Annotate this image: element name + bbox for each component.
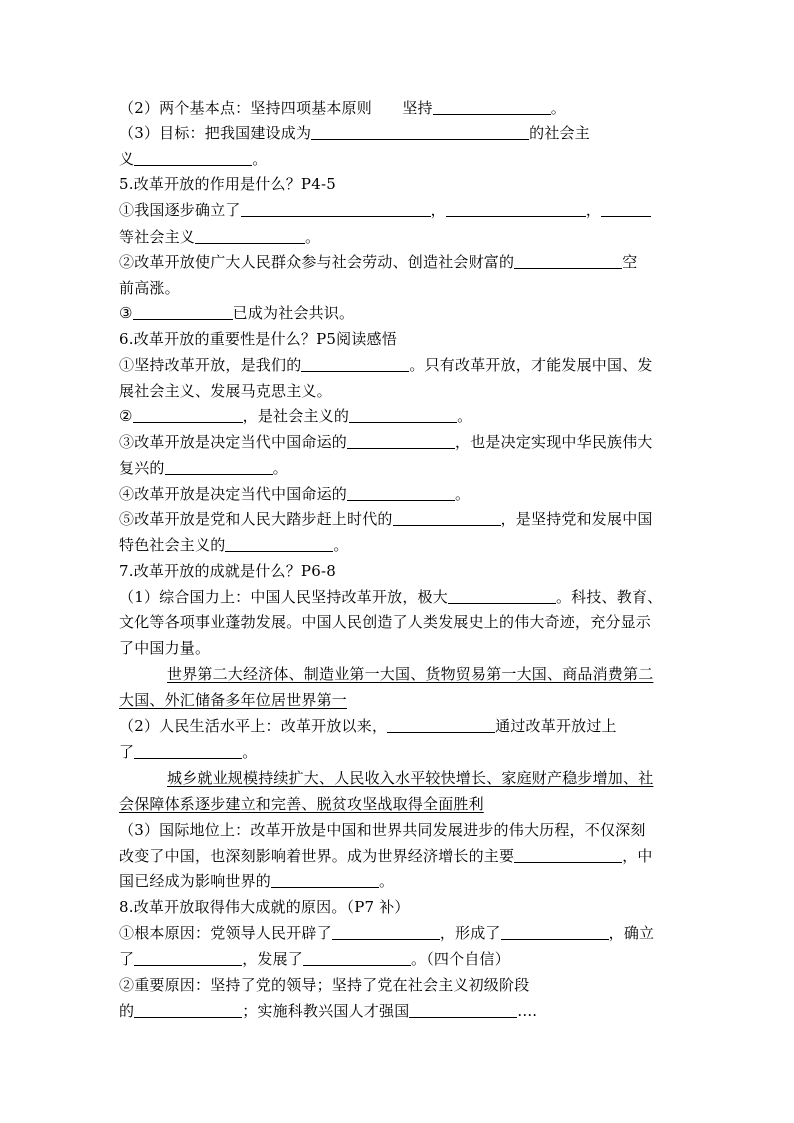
line-text: 。 xyxy=(550,99,566,117)
fill-in-blank[interactable] xyxy=(133,408,243,423)
line-text: ，是坚持党和发展中国 xyxy=(500,510,653,528)
line-text: 。 xyxy=(457,407,473,425)
line-text: ⑤改革开放是党和人民大踏步赶上时代的 xyxy=(119,510,393,528)
line-text: 。科技、教育、 xyxy=(555,588,663,606)
line-text: 空 xyxy=(622,253,638,271)
line-text: ①坚持改革开放，是我们的 xyxy=(119,356,302,374)
line-text: ；实施科教兴国人才强国 xyxy=(242,1002,410,1020)
text-line xyxy=(119,174,336,194)
text-line xyxy=(119,149,267,169)
line-text: 义 xyxy=(119,150,135,168)
text-line xyxy=(119,846,653,866)
line-text: ，发展了 xyxy=(242,950,304,968)
line-text: 6.改革开放的重要性是什么？P5阅读感悟 xyxy=(119,330,397,348)
text-line xyxy=(119,484,470,504)
text-line xyxy=(119,303,354,323)
fill-in-blank[interactable] xyxy=(347,486,455,501)
fill-in-blank[interactable] xyxy=(134,744,242,759)
fill-in-blank[interactable] xyxy=(387,718,495,733)
fill-in-blank[interactable] xyxy=(409,1003,517,1018)
line-text: 了 xyxy=(119,743,135,761)
line-text: （1）综合国力上：中国人民坚持改革开放，极大 xyxy=(119,588,448,606)
line-text: ， xyxy=(430,201,446,219)
fill-in-blank[interactable] xyxy=(225,537,333,552)
line-text: 的 xyxy=(119,1002,135,1020)
line-text: 。 xyxy=(455,485,471,503)
fill-in-blank[interactable] xyxy=(349,408,457,423)
line-text: （2）两个基本点：坚持四项基本原则 坚持 xyxy=(119,99,433,117)
underlined-answer: 城乡就业规模持续扩大、人民收入水平较快增长、家庭财产稳步增加、社 xyxy=(167,769,654,787)
line-text: 。（四个自信） xyxy=(411,950,510,968)
text-line xyxy=(119,923,654,943)
fill-in-blank[interactable] xyxy=(446,202,586,217)
text-line xyxy=(119,227,320,247)
text-line xyxy=(119,768,653,788)
text-line xyxy=(119,638,210,658)
line-text: 了中国力量。 xyxy=(119,639,211,657)
line-text: ，也是决定实现中华民族伟大 xyxy=(455,433,653,451)
underlined-answer: 大国、外汇储备多年位居世界第一 xyxy=(119,691,348,709)
line-text: ，是社会主义的 xyxy=(242,407,350,425)
line-text: 。只有改革开放，才能发展中国、发 xyxy=(409,356,653,374)
line-text: ②改革开放使广大人民群众参与社会劳动、创造社会财富的 xyxy=(119,253,515,271)
fill-in-blank[interactable] xyxy=(448,589,556,604)
line-text: 特色社会主义的 xyxy=(119,536,226,554)
line-text: 7.改革开放的成就是什么？P6-8 xyxy=(119,562,336,580)
fill-in-blank[interactable] xyxy=(514,254,622,269)
fill-in-blank[interactable] xyxy=(133,305,233,320)
text-line xyxy=(119,897,410,917)
line-text: 改变了中国，也深刻影响着世界。成为世界经济增长的主要 xyxy=(119,847,515,865)
line-text: ③ xyxy=(119,304,133,322)
text-line xyxy=(119,716,617,736)
text-line xyxy=(119,561,336,581)
line-text: 。 xyxy=(242,743,258,761)
text-line xyxy=(119,329,397,349)
line-text: ， xyxy=(585,201,602,219)
fill-in-blank[interactable] xyxy=(347,434,455,449)
line-text: .... xyxy=(517,1002,538,1020)
fill-in-blank[interactable] xyxy=(311,125,529,140)
line-text: 等社会主义 xyxy=(119,228,196,246)
fill-in-blank[interactable] xyxy=(393,511,501,526)
text-line xyxy=(119,252,637,272)
text-line xyxy=(119,381,332,401)
text-line xyxy=(119,742,257,762)
text-line xyxy=(119,278,180,298)
line-text: ①根本原因：党领导人民开辟了 xyxy=(119,924,332,942)
underlined-answer: 世界第二大经济体、制造业第一大国、货物贸易第一大国、商品消费第二 xyxy=(167,665,654,683)
line-text: 。 xyxy=(305,228,321,246)
text-line xyxy=(119,587,662,607)
line-text: 的社会主 xyxy=(529,124,590,142)
text-line xyxy=(119,612,651,632)
text-line xyxy=(119,509,653,529)
line-text: 了 xyxy=(119,950,135,968)
line-text: 已成为社会共识。 xyxy=(232,304,355,322)
fill-in-blank[interactable] xyxy=(301,357,409,372)
fill-in-blank[interactable] xyxy=(303,951,411,966)
line-text: 复兴的 xyxy=(119,459,165,477)
line-text: ② xyxy=(119,407,133,425)
line-text: 通过改革开放过上 xyxy=(495,717,617,735)
line-text: 8.改革开放取得伟大成就的原因。（P7 补） xyxy=(119,898,410,916)
line-text: 。 xyxy=(379,872,395,890)
line-text: ①我国逐步确立了 xyxy=(119,201,241,219)
text-line xyxy=(119,664,653,684)
text-line xyxy=(119,200,651,220)
fill-in-blank[interactable] xyxy=(433,100,551,115)
text-line xyxy=(119,690,347,710)
fill-in-blank[interactable] xyxy=(134,951,242,966)
fill-in-blank[interactable] xyxy=(271,873,379,888)
text-line xyxy=(119,820,646,840)
line-text: （3）目标：把我国建设成为 xyxy=(119,124,312,142)
underlined-answer: 会保障体系逐步建立和完善、脱贫攻坚战取得全面胜利 xyxy=(119,795,484,813)
text-line xyxy=(119,406,472,426)
line-text: （2）人民生活水平上：改革开放以来， xyxy=(119,717,388,735)
fill-in-blank[interactable] xyxy=(601,202,651,217)
line-text: 5.改革开放的作用是什么？P4-5 xyxy=(119,175,336,193)
fill-in-blank[interactable] xyxy=(195,229,305,244)
line-text: ，确立 xyxy=(608,924,655,942)
text-line xyxy=(119,98,566,118)
line-text: ④改革开放是决定当代中国命运的 xyxy=(119,485,348,503)
text-line xyxy=(119,535,349,555)
line-text: （3）国际地位上：改革开放是中国和世界共同发展进步的伟大历程，不仅深刻 xyxy=(119,821,646,839)
text-line xyxy=(119,975,529,995)
text-line xyxy=(119,871,394,891)
line-text: ②重要原因：坚持了党的领导；坚持了党在社会主义初级阶段 xyxy=(119,976,530,994)
fill-in-blank[interactable] xyxy=(332,925,440,940)
line-text: 国已经成为影响世界的 xyxy=(119,872,272,890)
text-line xyxy=(119,1001,537,1021)
text-line xyxy=(119,458,288,478)
text-line xyxy=(119,794,484,814)
line-text: 。 xyxy=(272,459,288,477)
text-line xyxy=(119,432,653,452)
line-text: ，中 xyxy=(622,847,653,865)
line-text: 展社会主义、发展马克思主义。 xyxy=(119,382,332,400)
fill-in-blank[interactable] xyxy=(134,151,252,166)
fill-in-blank[interactable] xyxy=(514,848,622,863)
text-line xyxy=(119,123,590,143)
line-text: 文化等各项事业蓬勃发展。中国人民创造了人类发展史上的伟大奇迹，充分显示 xyxy=(119,613,652,631)
line-text: ③改革开放是决定当代中国命运的 xyxy=(119,433,348,451)
fill-in-blank[interactable] xyxy=(134,1003,242,1018)
fill-in-blank[interactable] xyxy=(241,202,431,217)
fill-in-blank[interactable] xyxy=(501,925,609,940)
line-text: ，形成了 xyxy=(439,924,501,942)
fill-in-blank[interactable] xyxy=(165,460,273,475)
line-text: 。 xyxy=(333,536,349,554)
line-text: 。 xyxy=(252,150,268,168)
text-line xyxy=(119,355,653,375)
text-line xyxy=(119,949,510,969)
line-text: 前高涨。 xyxy=(119,279,180,297)
